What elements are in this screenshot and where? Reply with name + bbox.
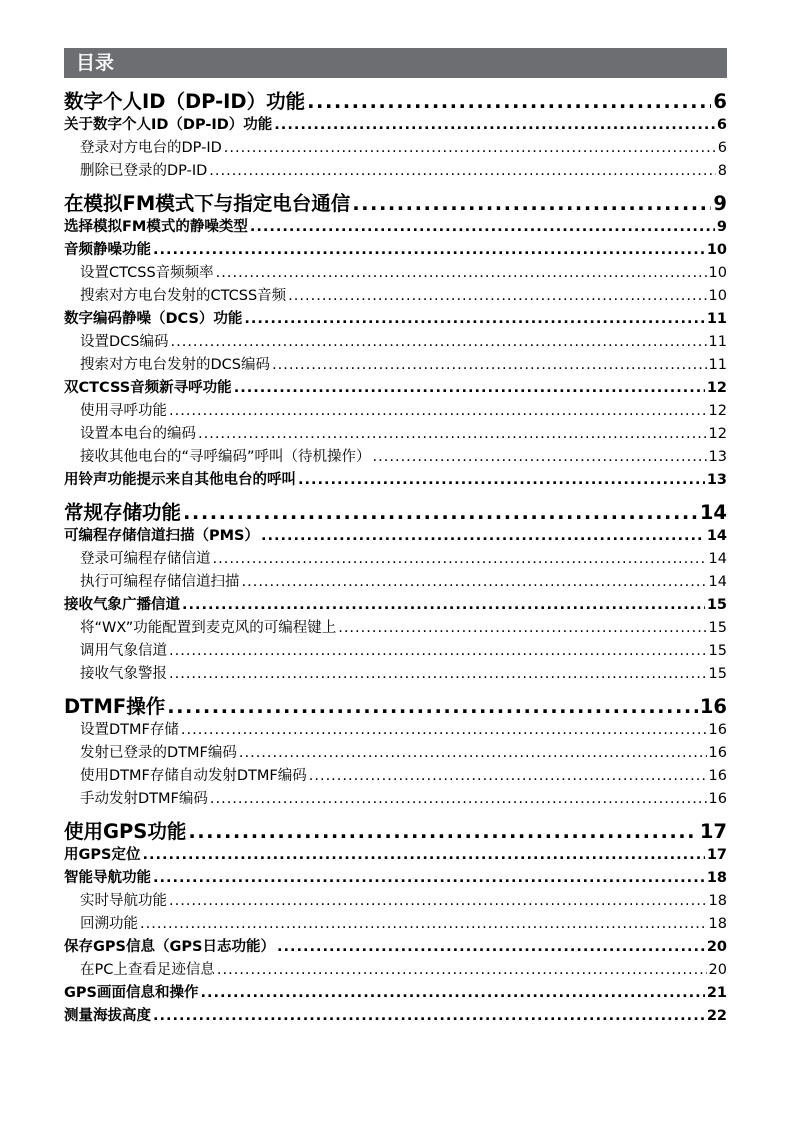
toc-entry-page: 18	[708, 916, 727, 932]
toc-entry-level1[interactable]	[64, 695, 727, 719]
toc-entry-page: 10	[706, 242, 727, 258]
toc-entry-page: 15	[706, 597, 727, 613]
toc-entry-level2[interactable]	[64, 844, 727, 867]
toc-entry-page: 18	[706, 870, 727, 886]
toc-entry-level2[interactable]	[64, 982, 727, 1005]
toc-entry-level2[interactable]	[64, 1005, 727, 1028]
toc-entry-title: 手动发射DTMF编码	[80, 791, 208, 807]
toc-entry-title: 常规存储功能	[64, 501, 182, 524]
dot-leader	[182, 594, 705, 617]
toc-entry-page: 15	[708, 643, 727, 659]
toc-entry-title: 用铃声功能提示来自其他电台的呼叫	[64, 472, 296, 488]
dot-leader	[188, 820, 698, 844]
dot-leader	[181, 719, 707, 742]
toc-entry-level3[interactable]	[64, 423, 727, 446]
dot-leader	[142, 844, 704, 867]
toc-entry-title: 选择模拟FM模式的静噪类型	[64, 219, 248, 235]
toc-entry-level2[interactable]	[64, 867, 727, 890]
toc-entry-page: 16	[708, 768, 727, 784]
toc-entry-title: 接收气象广播信道	[64, 597, 180, 613]
toc-entry-title: 音频静噪功能	[64, 242, 151, 258]
toc-entry-title: 在模拟FM模式下与指定电台通信	[64, 192, 351, 215]
toc-entry-title: GPS画面信息和操作	[64, 985, 199, 1001]
toc-title: 目录	[76, 52, 115, 74]
dot-leader	[239, 742, 707, 765]
dot-leader	[169, 400, 707, 423]
dot-leader	[244, 308, 704, 331]
toc-entry-level2[interactable]	[64, 308, 727, 331]
toc-entry-page: 8	[717, 163, 727, 179]
toc-entry-level1[interactable]	[64, 90, 727, 114]
toc-entry-level3[interactable]	[64, 331, 727, 354]
toc-entry-page: 6	[717, 140, 727, 156]
toc-entry-level3[interactable]	[64, 719, 727, 742]
toc-entry-level2[interactable]	[64, 377, 727, 400]
toc-entry-level3[interactable]	[64, 765, 727, 788]
toc-entry-page: 20	[706, 939, 727, 955]
dot-leader	[198, 423, 707, 446]
toc-entry-level2[interactable]	[64, 114, 727, 137]
toc-entry-page: 10	[708, 265, 727, 281]
toc-entry-page: 11	[708, 334, 727, 350]
toc-entry-page: 10	[708, 288, 727, 304]
toc-entry-title: 可编程存储信道扫描（PMS）	[64, 528, 259, 544]
dot-leader	[242, 571, 707, 594]
toc-entry-level2[interactable]	[64, 469, 727, 492]
toc-entry-level3[interactable]	[64, 354, 727, 377]
toc-entry-page: 11	[708, 357, 727, 373]
toc-entry-title: 测量海拔高度	[64, 1008, 151, 1024]
toc-entry-page: 6	[716, 117, 727, 133]
dot-leader	[167, 695, 698, 719]
dot-leader	[153, 867, 705, 890]
dot-leader	[288, 285, 706, 308]
toc-entry-page: 11	[706, 311, 727, 327]
dot-leader	[153, 239, 705, 262]
toc-entry-level3[interactable]	[64, 446, 727, 469]
toc-entry-level2[interactable]	[64, 239, 727, 262]
toc-entry-page: 13	[706, 472, 727, 488]
toc-entry-page: 15	[708, 620, 727, 636]
toc-entry-title: 设置本电台的编码	[80, 426, 196, 442]
toc-entry-level2[interactable]	[64, 216, 727, 239]
toc-list	[64, 90, 727, 1028]
toc-entry-title: 关于数字个人ID（DP-ID）功能	[64, 117, 273, 133]
dot-leader	[169, 640, 707, 663]
toc-entry-title: 接收其他电台的“寻呼编码”呼叫（待机操作）	[80, 449, 371, 465]
toc-entry-title: 智能导航功能	[64, 870, 151, 886]
toc-entry-level3[interactable]	[64, 640, 727, 663]
toc-entry-title: 接收气象警报	[80, 666, 167, 682]
toc-entry-page: 16	[708, 722, 727, 738]
toc-entry-title: 登录对方电台的DP-ID	[80, 140, 222, 156]
toc-entry-level3[interactable]	[64, 788, 727, 811]
toc-entry-level3[interactable]	[64, 617, 727, 640]
toc-entry-page: 14	[708, 551, 727, 567]
dot-leader	[298, 469, 705, 492]
toc-entry-title: 执行可编程存储信道扫描	[80, 574, 240, 590]
dot-leader	[234, 377, 705, 400]
dot-leader	[210, 788, 707, 811]
toc-entry-title: 在PC上查看足迹信息	[80, 962, 215, 978]
toc-entry-level3[interactable]	[64, 890, 727, 913]
toc-entry-level2[interactable]	[64, 525, 727, 548]
toc-entry-title: 数字编码静噪（DCS）功能	[64, 311, 243, 327]
toc-entry-title: DTMF操作	[64, 695, 166, 718]
toc-entry-level1[interactable]	[64, 192, 727, 216]
dot-leader	[213, 548, 707, 571]
dot-leader	[140, 913, 707, 936]
toc-entry-title: 用GPS定位	[64, 847, 141, 863]
toc-entry-title: 发射已登录的DTMF编码	[80, 745, 237, 761]
toc-entry-title: 调用气象信道	[80, 643, 167, 659]
toc-entry-level1[interactable]	[64, 820, 727, 844]
toc-entry-page: 14	[699, 501, 727, 524]
toc-entry-page: 18	[708, 893, 727, 909]
toc-entry-page: 9	[713, 192, 727, 215]
toc-entry-page: 17	[699, 820, 727, 843]
dot-leader	[217, 959, 707, 982]
toc-entry-page: 16	[708, 791, 727, 807]
dot-leader	[352, 192, 711, 216]
toc-entry-page: 12	[708, 426, 727, 442]
dot-leader	[250, 216, 715, 239]
toc-entry-level3[interactable]	[64, 571, 727, 594]
dot-leader	[261, 525, 705, 548]
toc-entry-page: 12	[708, 403, 727, 419]
toc-entry-level3[interactable]	[64, 137, 727, 160]
toc-entry-level3[interactable]	[64, 400, 727, 423]
toc-header-bar	[64, 48, 727, 78]
toc-entry-page: 9	[716, 219, 727, 235]
dot-leader	[153, 1005, 705, 1028]
toc-entry-page: 20	[708, 962, 727, 978]
toc-entry-title: 登录可编程存储信道	[80, 551, 211, 567]
toc-entry-page: 15	[708, 666, 727, 682]
toc-entry-page: 16	[699, 695, 727, 718]
toc-entry-page: 14	[708, 574, 727, 590]
toc-entry-title: 使用GPS功能	[64, 820, 187, 843]
toc-entry-title: 保存GPS信息（GPS日志功能）	[64, 939, 275, 955]
toc-entry-level3[interactable]	[64, 663, 727, 686]
toc-entry-level3[interactable]	[64, 742, 727, 765]
dot-leader	[309, 765, 707, 788]
dot-leader	[373, 446, 707, 469]
dot-leader	[338, 617, 706, 640]
dot-leader	[200, 982, 704, 1005]
toc-entry-title: 将“WX”功能配置到麦克风的可编程键上	[80, 620, 337, 636]
toc-entry-level2[interactable]	[64, 936, 727, 959]
toc-entry-page: 17	[706, 847, 727, 863]
dot-leader	[171, 331, 707, 354]
dot-leader	[216, 262, 707, 285]
toc-entry-title: 双CTCSS音频新寻呼功能	[64, 380, 232, 396]
dot-leader	[277, 936, 705, 959]
dot-leader	[307, 90, 711, 114]
toc-entry-title: 实时导航功能	[80, 893, 167, 909]
toc-entry-page: 16	[708, 745, 727, 761]
dot-leader	[209, 160, 716, 183]
dot-leader	[224, 137, 716, 160]
toc-entry-level3[interactable]	[64, 262, 727, 285]
toc-entry-title: 数字个人ID（DP-ID）功能	[64, 90, 306, 113]
toc-entry-title: 设置DTMF存储	[80, 722, 179, 738]
toc-entry-title: 删除已登录的DP-ID	[80, 163, 208, 179]
dot-leader	[169, 890, 707, 913]
toc-entry-title: 设置CTCSS音频频率	[80, 265, 214, 281]
toc-entry-title: 搜索对方电台发射的CTCSS音频	[80, 288, 287, 304]
toc-entry-title: 回溯功能	[80, 916, 138, 932]
dot-leader	[183, 501, 698, 525]
toc-entry-title: 使用寻呼功能	[80, 403, 167, 419]
toc-entry-level3[interactable]	[64, 913, 727, 936]
toc-entry-page: 12	[706, 380, 727, 396]
dot-leader	[169, 663, 707, 686]
toc-entry-title: 使用DTMF存储自动发射DTMF编码	[80, 768, 307, 784]
dot-leader	[274, 114, 715, 137]
toc-entry-page: 22	[706, 1008, 727, 1024]
toc-entry-page: 13	[708, 449, 727, 465]
toc-entry-level1[interactable]	[64, 501, 727, 525]
toc-entry-page: 21	[706, 985, 727, 1001]
toc-entry-page: 6	[713, 90, 727, 113]
toc-entry-title: 设置DCS编码	[80, 334, 169, 350]
toc-entry-level2[interactable]	[64, 594, 727, 617]
toc-entry-level3[interactable]	[64, 548, 727, 571]
dot-leader	[272, 354, 707, 377]
toc-entry-title: 搜索对方电台发射的DCS编码	[80, 357, 270, 373]
toc-entry-level3[interactable]	[64, 959, 727, 982]
toc-entry-level3[interactable]	[64, 160, 727, 183]
toc-entry-page: 14	[706, 528, 727, 544]
toc-entry-level3[interactable]	[64, 285, 727, 308]
